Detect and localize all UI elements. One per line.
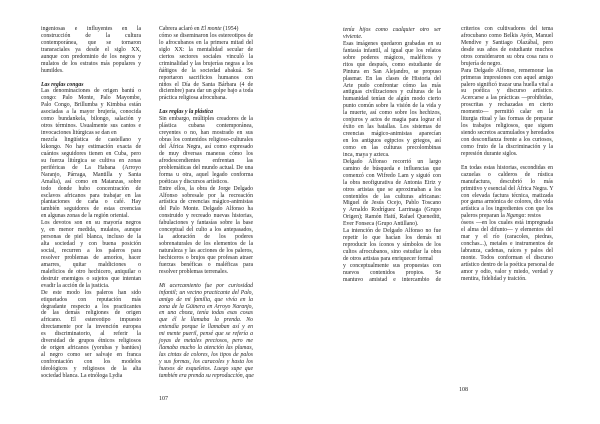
text-line: periféricas de La Habana (Arroyo [41,164,141,171]
text-line: represión durante siglos. [461,150,518,157]
text-line: La intención de Delgado Alfonso no fue [343,228,441,235]
text-line: desde sus años de estudiante muchos [461,46,553,53]
text-line: Mendive y Santiago Olazábal, pero [461,39,553,46]
text-line: de otros artistas para enriquecer formal [343,255,433,262]
text-line: óseos —en los cuales está impregnada [461,220,553,227]
text-line: antiguas civilizaciones y culturas de la [343,89,441,96]
text-line: también era prenda su reproducción, que [159,372,254,379]
text-line: otros artistas que se aproximaban a los [343,186,441,193]
text-line: africano. El estereotipo impuesto [41,317,141,324]
left-page-column-2 [159,26,253,380]
paragraph [41,26,141,75]
text-line: amarres, quitar maldiciones o [41,261,141,268]
paragraph-spacer [461,158,553,165]
text-line: del África Negra, así como expresado [159,143,253,150]
text-line: conceptual del culto a los antepasados, [159,227,253,234]
text-line: el alma del difunto— y elementos del [461,227,553,234]
text-line: la muerte, así como sobre los hechizos, [343,110,441,117]
italic-title: El monte [200,26,222,32]
text-line: diversidad de grupos étnicos religiosos [41,338,141,345]
text-line: Naranjo, Párraga, Mantilla y Santa [41,171,141,178]
text-line [159,26,253,33]
text-line: la obra neofigurativa de Antonia Eiriz y [343,179,441,186]
text-line: social, recurren a los paleros para [41,248,141,254]
quote-paragraph [159,283,253,380]
paragraph [41,88,141,220]
text-line: problemáticas del mundo actual. De una [159,164,253,171]
text-line: lo afrocubanos en la primera mitad del [159,39,253,46]
text-line: mantuvo amistad e intercambio de [343,276,441,283]
text-line: mi mente pueril, pensé que se refería a [159,331,253,338]
text-line: zona de la Güinera en Arroyo Naranjo, [159,303,253,310]
text-line: punto común sobre la visión de la vida y [343,103,441,110]
paragraph [41,220,141,289]
text-line: entendía porque le llamaban así y en [159,324,253,331]
text-line: criterios con cultivadores del tema [461,26,553,32]
text-line: como bundankela, bilongo, salación y [41,116,141,123]
text-line: Mi acercamiento fue por curiosidad [159,282,253,289]
text-line: afrodescendientes enfrentan las [159,157,253,164]
text-line: ritos que después, como estudiante de [343,61,441,68]
text-line: plasmar. En las clases de Historia del [343,75,441,82]
text-line: Sin embargo, múltiples creadores de la [159,116,253,123]
text-line: aunque con predominio de los negros y [41,53,141,60]
text-line: con desconfianza frente a los curiosos, [461,137,553,143]
text-line: plástica cubana contemporánea, [159,123,253,130]
text-line: reportaron sacrificios humanos con [159,74,253,81]
text-line: plantaciones de caña o café. Hay [41,199,141,206]
text-segment: paleros preparan la [461,213,507,220]
text-line: construcción de la cultura [41,32,141,39]
text-line: Amalia), así como en Matanzas, sobre [41,178,141,185]
text-line: fabulaciones y fantasías sobre la base [159,220,253,227]
left-page-column-1 [41,26,141,380]
text-line: proscritas y rechazadas en cierto [461,102,553,109]
text-line: resolver problemas de amoríos, hacer [41,254,141,261]
text-line: de origen africanos (yorubas y bantúes) [41,345,141,352]
text-line: artística a los ingredientes con que los [461,206,553,213]
text-line: invocaciones litúrgicas se dan en [41,130,117,137]
paragraph [461,26,553,68]
section-heading: Las reglas congas [41,81,84,88]
text-line: transraciales ya desde el siglo XX, [41,46,141,53]
paragraph [41,290,141,380]
page-number: 107 [159,396,168,402]
quote-paragraph [343,27,441,41]
text-line: mezcla lingüística de castellano y [41,137,141,143]
text-line: en algunas zonas de la región oriental. [41,213,129,220]
text-line: cultos afrocubanos, sino estudiar la obra [343,249,441,255]
text-line: Arte pudo confrontar cómo las más [343,82,441,89]
text-line: asociadas a la mayor brujería, conocida [41,109,141,116]
text-line: liturgia ritual y las formas de preparar [461,116,553,123]
text-line: Delgado Alfonso recorrió un largo [343,158,441,165]
text-line: en una choza, tenía todas esas cosas [159,310,253,317]
right-page [300,0,600,424]
text-line: práctica religiosa afrocubana. [159,95,227,102]
text-line: también seguidores de estas creencias [41,206,141,213]
text-line: palero significó trazar una huella vital a [461,81,553,88]
text-line: evadir la acción de la justicia. [41,282,110,289]
text-line: de las demás religiones de origen [41,310,141,317]
paragraph [159,116,253,185]
text-line: humildes. [41,67,64,74]
text-line: manufactura, descubrió lo más [461,178,553,185]
text-line: Ever Fonseca (Grupo Antillano). [343,221,419,228]
text-line: cómo se diseminaron los estereotipos de [159,32,253,39]
text-line: creyentes o no, han mostrado en sus [159,130,253,137]
paragraph [343,159,441,228]
text-line: Esas imágenes quedaron grabadas en su [343,40,441,47]
text-line: siglo XX: la mentalidad secular de [159,46,253,53]
text-line: fuerzas benéficas o maléficas para [159,261,253,268]
text-line: Origen); Ramón Haití, Rafael Queneditt, [343,214,441,221]
text-line: alta sociedad y con buena posición [41,241,141,248]
text-line: congo: Palo Monte, Palo Mayombe, [41,95,141,102]
text-line: destruir enemigos o sujetos que intentan [41,275,141,282]
text-line: kikongo. No hay estimación exacta de [41,143,141,150]
text-line: Acercarse a las prácticas —prohibidas, [461,95,553,102]
text-line: la adoración de los poderes [159,234,253,241]
text-line: éxito en las batallas. Los sistemas de [343,124,441,131]
text-line: Pintura en San Alejandro, se propuso [343,68,441,75]
text-line: mentira, fidelidad y traición. [461,275,527,282]
text-line: Alfonso sobresale por la recreación [159,192,253,199]
text-line: reproducir los íconos y símbolos de los [343,242,441,249]
text-line: resolver problemas terrenales. [159,268,229,275]
text-line: monte. Todos conforman el discurso [461,254,553,261]
text-line: construido y recreado nuevas historias, [159,213,253,220]
text-line: labranza, cadenas, raíces y palos del [461,248,553,254]
text-line: maleficios de otro hechicero, aniquilar o [41,268,141,275]
text-line: Miguel de Jesús Ocejo, Pablo Toscano [343,200,441,207]
text-line: su poética y discurso artístico. [461,88,553,95]
text-line: al negro como ser salvaje en franca [41,352,141,359]
text-line: viviente. [343,33,363,40]
text-line: brujería de negro. [461,60,502,67]
text-line: y conceptualmente sus propuestas con [343,262,441,269]
text-line: Los devotos son en su mayoría negros [41,220,141,227]
text-line: con elevada factura técnica, matizada [461,192,553,199]
paragraph-spacer [159,276,253,283]
text-line: por gama armónica de colores, dio vida [461,199,553,206]
text-line: del Palo Monte. Delgado Alfonso ha [159,206,253,213]
text-line: conjuros y actos de magia para lograr el [343,117,441,124]
paragraph [461,165,553,283]
text-line: contemporánea, que se tornaron [41,39,141,46]
text-line: de muy diversas maneras cómo los [159,150,253,157]
text-line: ciertos sectores sociales vinculó la [159,53,253,60]
text-line: creencias mágico-animistas aparecían [343,131,441,138]
text-line: forma u otra, aquel legado conforma [159,171,253,178]
text-line: En todas estas historias, escondidas en [461,164,553,171]
text-line: humanidad tenían de algún modo cierto [343,96,441,103]
text-segment: (1954) [221,26,239,32]
text-line: mulatos de los estratos más populares y [41,60,141,67]
text-line: que él le llamaba la prenda. No [159,317,253,324]
text-line: Palo Congo, Brillumba y Kimbisa están [41,102,141,109]
right-page-column-1 [343,27,441,284]
text-line: diciembre) para dar un golpe bajo a toda [159,88,253,95]
text-line: obras los contenidos religioso-culturales [159,137,253,143]
text-line: cazuelas o calderos de rústica [461,171,553,178]
text-line: su fuerza litúrgica se cultiva en zonas [41,157,141,164]
text-line: contenidos de las culturas africanas: [343,193,441,200]
text-line: comenzó con Wifredo Lam y siguió con [343,172,441,179]
text-line: artístico dentro de la poética personal de [461,261,554,268]
text-line: llamaba mucho la atención las plumas, [159,345,253,352]
text-line: confrontación con los modelos [41,359,141,365]
text-line: en los antiguos egipcios y griegos, así [343,138,441,144]
text-line: poéticas y discursos artísticos. [159,178,229,185]
text-line: como fruto de la discriminación y la [461,143,553,150]
text-line: sobrenaturales de los elementos de la [159,241,253,248]
text-line: nuevos contenidos propios. Se [343,269,441,276]
text-line: De este modo los paleros han sido [41,289,141,296]
italic-title: Nganga [506,213,525,220]
page-number: 108 [459,387,468,393]
right-page-column-2 [461,26,553,283]
paragraph-spacer [159,102,253,109]
text-line: primeras impresiones con aquel amigo [461,74,553,81]
text-line: huesos de esqueletos. Luego supe que [159,365,253,372]
text-line: y, en menor medida, mulatos, aunque [41,227,141,234]
text-line: degradante respecto a los practicantes [41,303,141,310]
text-line: ñáñigos de la sociedad abakuá. Se [159,67,253,74]
text-line: primitivo y esencial del África Negra. Y [461,185,554,192]
text-line: criminalidad y las brujerías negras a los [159,60,253,67]
text-line: etiquetados con reputación más [41,296,141,303]
paragraph [159,26,253,102]
text-line: amor y odio, valor y miedo, verdad y [461,268,553,275]
text-line: las cintas de colores, los tipos de palos [159,352,253,359]
text-line: otros términos. Usualmente sus cantos e [41,123,141,130]
text-line: ideológicos y religiosos de la alta [41,365,141,372]
text-line: y Arnaldo Rodríguez Larrinaga (Grupo [343,207,441,214]
text-line: momento— permitió calar en la [461,109,553,116]
text-line: y sus formas, los caracoles y hasta los [159,359,253,365]
text-line: Entre ellos, la obra de Jorge Delgado [159,185,253,192]
text-line: sobre poderes mágicos, maléficos y [343,54,441,61]
text-line: Para Delgado Alfonso, rememorar las [461,67,553,74]
paragraph-spacer [41,75,141,82]
text-line: sociedad blanca. La etnóloga Lydia [41,372,123,379]
text-line: hechiceros o brujos que profesan atraer [159,254,253,261]
text-line: esclavos africanos para trabajar en las [41,192,141,199]
text-line: personas de piel blanca, incluso de la [41,234,141,241]
paragraph [461,68,553,158]
text-line: niños el Día de Santa Bárbara (4 de [159,81,253,88]
text-line: inca, maya y azteca. [343,151,390,158]
text-line: artística de creencias mágico-animistas [159,199,253,206]
text-line: Las denominaciones de origen bantú o [41,88,141,95]
paragraph [343,41,441,159]
text-line: infantil; un vecino practicante del Palo, [159,289,253,296]
text-line: otros consideraron su obra cosa rara o [461,53,553,60]
text-line: repetir lo que hacían los demás ni [343,235,441,242]
text-segment: : restos [524,213,541,220]
text-line: ingeniosas e influyentes en la [41,26,141,32]
text-line: es discriminatorio, al referir la [41,331,141,338]
text-line: todo donde hubo concentración de [41,185,141,192]
text-line: siendo secretos acumulados y heredados [461,130,554,137]
paragraph [343,228,441,284]
text-line: directamente por la invención europea [41,324,141,331]
text-line: conchas...), metales e instrumentos de [461,241,553,248]
text-line: como en las culturas precolombinas [343,144,441,151]
text-line: naturaleza y las acciones de los paleros, [159,248,253,254]
section-heading: Las reglas y la plástica [159,109,213,116]
text-line [461,213,553,220]
text-line: mar y el río (caracoles, piedras, [461,234,553,241]
text-line: afrocubano como Belkis Ayón, Manuel [461,32,553,39]
text-line: los trabajos religiosos, que siguen [461,123,553,130]
text-line: cuántos seguidores tienen en Cuba, pero [41,150,141,157]
text-line: tenía hijos como cualquier otro ser [343,27,441,33]
text-segment: Cabrera aclaró en [159,26,201,32]
paragraph [159,186,253,276]
text-line: amigo de mi familia, que vivía en la [159,296,253,303]
text-line: joyas de metales preciosos, pero me [159,338,253,345]
text-line: camino de búsqueda e influencias que [343,165,441,172]
text-line: fantasía infantil, al igual que los relatos [343,47,441,54]
